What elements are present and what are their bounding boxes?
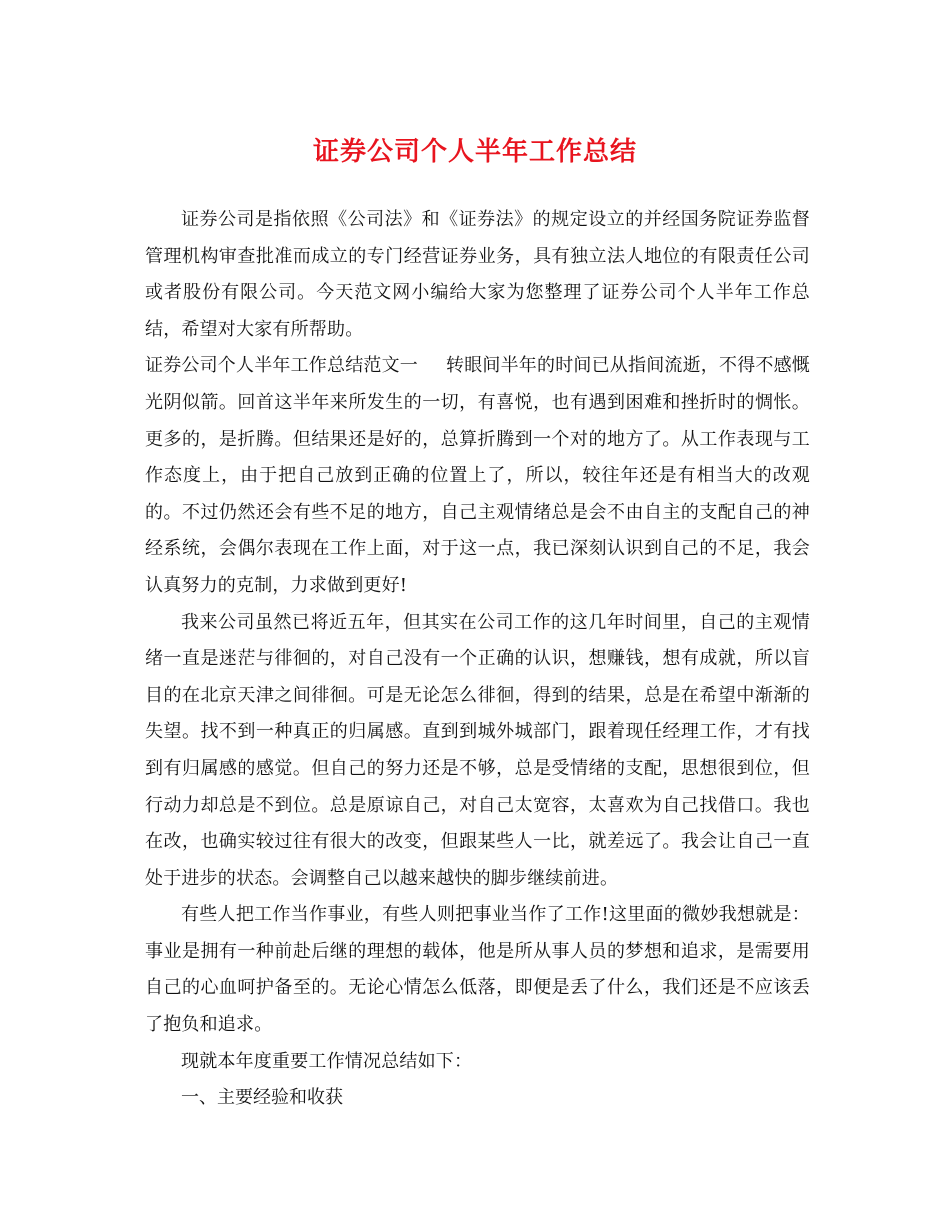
document-title: 证券公司个人半年工作总结 [312, 137, 637, 167]
paragraph-4: 现就本年度重要工作情况总结如下： [181, 1050, 473, 1072]
paragraph-1-text: 转眼间半年的时间已从指间流逝，不得不感慨光阴似箭。回首这半年来所发生的一切，有喜悦，也有遇到困难和挫折时的惆怅。更多的，是折腾。但结果还是好的，总算折腾到一个对的地方了。从工作表现与工作态度上，由于把自己放到正确的位置上了，所以，较往年还是有相当大的改观的。不过仍然还会有些不足的地方，自己主观情绪总是会不由自主的支配自己的神经系统，会偶尔表现在工作上面，对于这一点，我已深刻认识到自己的不足，我会认真努力的克制，力求做到更好! [145, 355, 810, 596]
section-label: 证券公司个人半年工作总结范文一 [145, 355, 418, 377]
section-heading-1: 一、主要经验和收获 [181, 1087, 343, 1109]
paragraph-2: 我来公司虽然已将近五年，但其实在公司工作的这几年时间里，自己的主观情绪一直是迷茫与徘徊的，对自己没有一个正确的认识，想赚钱，想有成就，所以盲目的在北京天津之间徘徊。可是无论怎么徘徊，得到的结果，总是在希望中渐渐的失望。找不到一种真正的归属感。直到到城外城部门，跟着现任经理工作，才有找到有归属感的感觉。但自己的努力还是不够，总是受情绪的支配，思想很到位，但行动力却总是不到位。总是原谅自己，对自己太宽容，太喜欢为自己找借口。我也在改，也确实较过往有很大的改变，但跟某些人一比，就差远了。我会让自己一直处于进步的状态。会调整自己以越来越快的脚步继续前进。 [145, 611, 810, 889]
paragraph-3: 有些人把工作当作事业，有些人则把事业当作了工作!这里面的微妙我想就是：事业是拥有一种前赴后继的理想的载体，他是所从事人员的梦想和追求，是需要用自己的心血呵护备至的。无论心情怎么低落，即便是丢了什么，我们还是不应该丢了抱负和追求。 [145, 904, 810, 1036]
intro-paragraph: 证券公司是指依照《公司法》和《证券法》的规定设立的并经国务院证券监督管理机构审查批准而成立的专门经营证券业务，具有独立法人地位的有限责任公司或者股份有限公司。今天范文网小编给大家为您整理了证券公司个人半年工作总结，希望对大家有所帮助。 [145, 209, 810, 340]
document-body [145, 202, 810, 1117]
section-paragraph [145, 348, 810, 604]
